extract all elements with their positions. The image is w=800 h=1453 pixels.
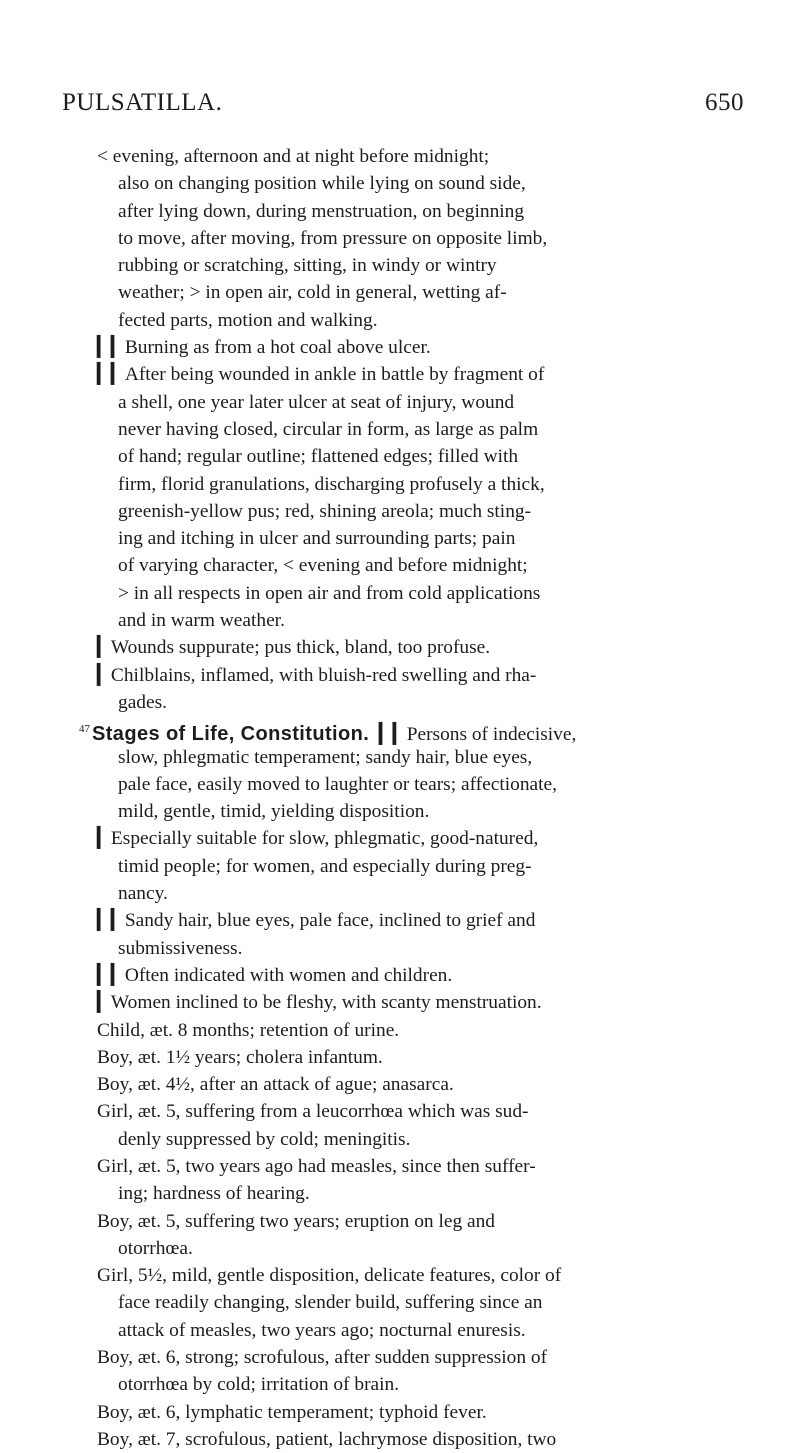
text-line [97,989,742,1016]
section-number: 47 [79,723,90,736]
text-line: also on changing position while lying on sound side, [118,173,526,195]
text-line: > in all respects in open air and from cold applications [118,582,541,604]
text-line [97,634,742,661]
text-line: greenish-yellow pus; red, shining areola; much sting- [118,500,532,522]
text-line: attack of measles, two years ago; nocturnal enuresis. [118,1319,526,1341]
text-line: weather; > in open air, cold in general, wetting af- [118,282,507,304]
text-line: gades. [118,691,167,713]
text-line: of varying character, < evening and before midnight; [118,555,528,577]
text-line [97,334,742,361]
text-line: submissiveness. [118,937,243,959]
importance-mark: ▎▎ [97,337,125,359]
text-line: Boy, æt. 1½ years; cholera infantum. [97,1046,383,1068]
text-line: Girl, 5½, mild, gentle disposition, delicate features, color of [97,1265,562,1287]
line-text: Women inclined to be fleshy, with scanty menstruation. [110,992,542,1014]
importance-mark: ▎▎ [378,724,407,746]
text-line: Boy, æt. 5, suffering two years; eruption on leg and [97,1210,495,1232]
text-line: fected parts, motion and walking. [118,309,378,331]
text-line: and in warm weather. [118,610,285,632]
text-line: firm, florid granulations, discharging profusely a thick, [118,473,545,495]
text-line: Boy, æt. 6, strong; scrofulous, after sudden suppression of [97,1347,548,1369]
line-text: Often indicated with women and children. [124,964,453,986]
text-line [97,962,742,989]
line-text: After being wounded in ankle in battle by fragment of [124,364,545,386]
text-line: otorrhœa by cold; irritation of brain. [118,1374,400,1396]
text-line: otorrhœa. [118,1237,193,1259]
text-line: Boy, æt. 7, scrofulous, patient, lachrymose disposition, two [97,1428,557,1450]
text-line [97,361,742,388]
text-line: pale face, easily moved to laughter or tears; affectionate, [118,773,557,795]
text-line: after lying down, during menstruation, on beginning [118,200,525,222]
text-line: mild, gentle, timid, yielding disposition. [118,801,430,823]
text-line [97,907,742,934]
importance-mark: ▎ [97,828,111,850]
importance-mark: ▎ [97,664,111,686]
text-line: Boy, æt. 6, lymphatic temperament; typhoid fever. [97,1401,487,1423]
text-line: ing and itching in ulcer and surrounding parts; pain [118,528,516,550]
text-line: face readily changing, slender build, suffering since an [118,1292,543,1314]
line-text: Chilblains, inflamed, with bluish-red swelling and rha- [110,664,537,686]
text-line: nancy. [118,883,168,905]
text-line: never having closed, circular in form, as large as palm [118,418,539,440]
text-line: of hand; regular outline; flattened edges; filled with [118,446,519,468]
text-line: to move, after moving, from pressure on opposite limb, [118,227,548,249]
running-head [62,89,744,117]
importance-mark: ▎▎ [97,964,125,986]
line-text: Burning as from a hot coal above ulcer. [124,337,431,359]
importance-mark: ▎▎ [97,910,125,932]
text-line: slow, phlegmatic temperament; sandy hair, blue eyes, [118,746,533,768]
text-line [97,825,742,852]
text-line: a shell, one year later ulcer at seat of injury, wound [118,391,515,413]
text-line: denly suppressed by cold; meningitis. [118,1128,411,1150]
text-line: rubbing or scratching, sitting, in windy or wintry [118,255,497,277]
line-text: Especially suitable for slow, phlegmatic, good-natured, [110,828,539,850]
line-text: Sandy hair, blue eyes, pale face, inclined to grief and [124,910,536,932]
text-line: < evening, afternoon and at night before midnight; [97,146,490,167]
text-line: Boy, æt. 4½, after an attack of ague; anasarca. [97,1074,454,1096]
text-line: timid people; for women, and especially during preg- [118,855,532,877]
text-column [79,143,742,1453]
running-head-title: PULSATILLA. [62,89,223,116]
section-heading: Stages of Life, Constitution. [92,723,370,746]
page-number: 650 [705,89,744,116]
text-line: ing; hardness of hearing. [118,1183,310,1205]
importance-mark: ▎ [97,637,111,659]
text-line: Girl, æt. 5, suffering from a leucorrhœa which was sud- [97,1101,529,1123]
text-line: Girl, æt. 5, two years ago had measles, since then suffer- [97,1155,536,1177]
text-line: Child, æt. 8 months; retention of urine. [97,1019,400,1041]
importance-mark: ▎ [97,992,111,1014]
importance-mark: ▎▎ [97,364,125,386]
line-text: Persons of indecisive, [406,724,577,746]
text-line [97,662,742,689]
section-heading-line [79,716,742,746]
line-text: Wounds suppurate; pus thick, bland, too profuse. [110,637,491,659]
